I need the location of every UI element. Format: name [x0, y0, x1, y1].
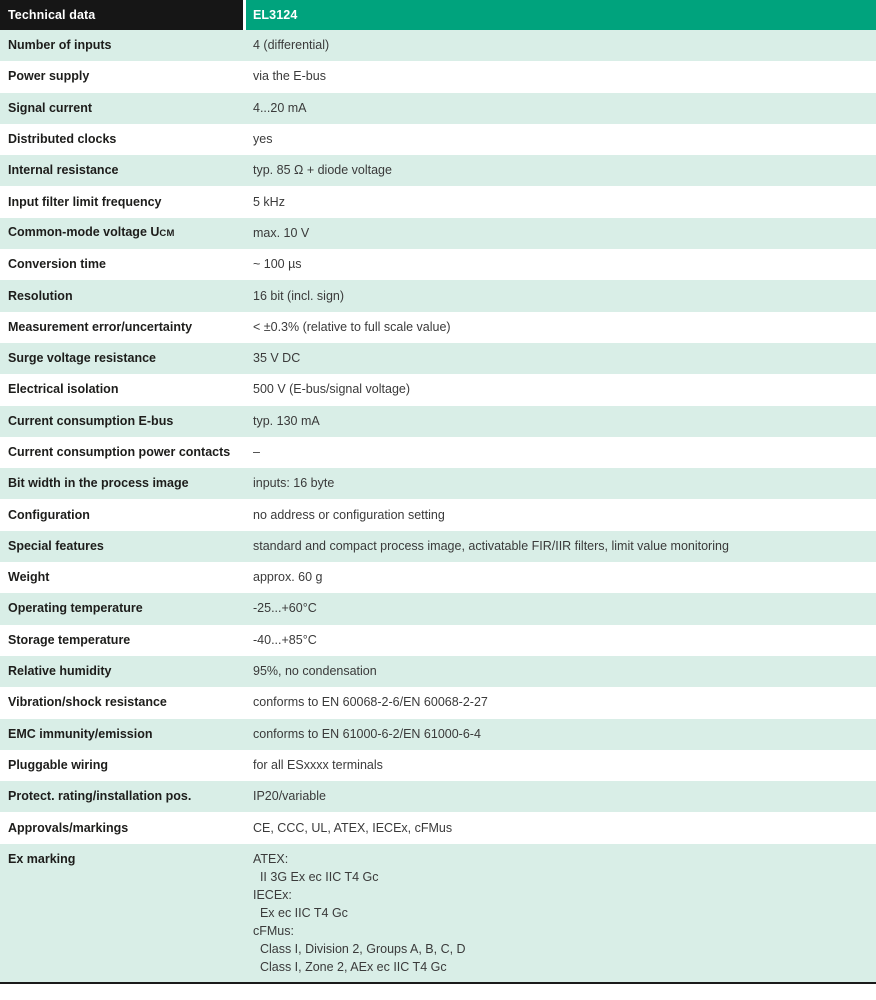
row-value-line: Class I, Zone 2, AEx ec IIC T4 Gc [253, 959, 447, 974]
table-header-product: EL3124 [246, 0, 876, 30]
row-label: Surge voltage resistance [8, 351, 156, 366]
row-value: conforms to EN 60068-2-6/EN 60068-2-27 [253, 695, 488, 710]
row-label: Ex marking [8, 851, 76, 866]
row-value: no address or configuration setting [253, 507, 445, 522]
row-value: – [253, 445, 260, 459]
table-row [0, 719, 876, 750]
row-value: via the E-bus [253, 69, 326, 84]
row-value: < ±0.3% (relative to full scale value) [253, 319, 451, 334]
table-row [0, 593, 876, 624]
table-row [0, 844, 876, 982]
table-row [0, 186, 876, 217]
row-value: typ. 85 Ω + diode voltage [253, 163, 392, 178]
row-label: Weight [8, 570, 50, 585]
row-value [246, 850, 876, 976]
row-label: EMC immunity/emission [8, 726, 153, 741]
table-row [0, 562, 876, 593]
row-label: Input filter limit frequency [8, 194, 162, 209]
row-label: Relative humidity [8, 664, 112, 679]
table-row [0, 155, 876, 186]
row-value: approx. 60 g [253, 570, 323, 585]
row-label: Signal current [8, 100, 93, 115]
table-row [0, 687, 876, 718]
row-value: conforms to EN 61000-6-2/EN 61000-6-4 [253, 726, 481, 741]
row-label: Configuration [8, 507, 90, 522]
table-row [0, 656, 876, 687]
row-label-subscript: CM [159, 228, 175, 240]
row-value-line: ATEX: [253, 851, 289, 866]
row-label: Pluggable wiring [8, 757, 109, 772]
row-value: for all ESxxxx terminals [253, 757, 383, 772]
table-row [0, 625, 876, 656]
row-value-line: Ex ec IIC T4 Gc [253, 905, 348, 920]
row-label: Power supply [8, 69, 90, 84]
table-row [0, 218, 876, 249]
row-label: Measurement error/uncertainty [8, 319, 193, 334]
row-label: Current consumption E-bus [8, 413, 174, 428]
table-row [0, 343, 876, 374]
table-row [0, 812, 876, 843]
table-row [0, 781, 876, 812]
row-label: Number of inputs [8, 38, 112, 53]
table-row [0, 312, 876, 343]
row-value: standard and compact process image, activatable FIR/IIR filters, limit value monitoring [253, 538, 729, 553]
row-value: 4...20 mA [253, 100, 307, 115]
table-row [0, 93, 876, 124]
table-row [0, 374, 876, 405]
row-value: 4 (differential) [253, 38, 330, 53]
table-row [0, 499, 876, 530]
row-value: 5 kHz [253, 194, 285, 209]
row-label: Special features [8, 538, 104, 553]
row-label: Bit width in the process image [8, 476, 189, 491]
row-value: inputs: 16 byte [253, 476, 335, 491]
table-row [0, 406, 876, 437]
row-value-line: II 3G Ex ec IIC T4 Gc [253, 869, 379, 884]
row-label: Conversion time [8, 257, 106, 272]
table-row [0, 750, 876, 781]
row-label: Distributed clocks [8, 132, 117, 147]
row-value: yes [253, 132, 273, 147]
table-header-title: Technical data [0, 0, 243, 30]
table-header-row [0, 0, 876, 30]
row-label: Electrical isolation [8, 382, 119, 397]
table-row [0, 249, 876, 280]
row-label: Common-mode voltage UCM [8, 225, 175, 240]
row-value: 500 V (E-bus/signal voltage) [253, 382, 411, 397]
row-value-line: cFMus: [253, 923, 294, 938]
row-label: Operating temperature [8, 601, 143, 616]
row-value: -25...+60°C [253, 601, 317, 616]
row-label: Storage temperature [8, 632, 131, 647]
row-value: 95%, no condensation [253, 664, 377, 679]
table-row [0, 61, 876, 92]
row-label: Vibration/shock resistance [8, 695, 167, 710]
row-value: 16 bit (incl. sign) [253, 288, 345, 303]
row-value-line: IECEx: [253, 887, 292, 902]
row-value: ~ 100 µs [253, 257, 302, 272]
row-value: typ. 130 mA [253, 413, 320, 428]
row-value: 35 V DC [253, 351, 301, 366]
spec-table-body [0, 30, 876, 982]
table-row [0, 468, 876, 499]
row-label: Internal resistance [8, 163, 119, 178]
row-value: -40...+85°C [253, 632, 317, 647]
row-value-line: Class I, Division 2, Groups A, B, C, D [253, 941, 466, 956]
row-label: Protect. rating/installation pos. [8, 789, 192, 804]
row-label: Resolution [8, 288, 73, 303]
table-row [0, 280, 876, 311]
row-label: Current consumption power contacts [8, 445, 231, 459]
row-value: max. 10 V [253, 225, 310, 240]
table-row [0, 531, 876, 562]
table-row [0, 30, 876, 61]
table-row [0, 124, 876, 155]
table-row [0, 437, 876, 468]
row-label: Approvals/markings [8, 820, 129, 835]
row-value: IP20/variable [253, 789, 326, 804]
row-value: CE, CCC, UL, ATEX, IECEx, cFMus [253, 820, 453, 835]
